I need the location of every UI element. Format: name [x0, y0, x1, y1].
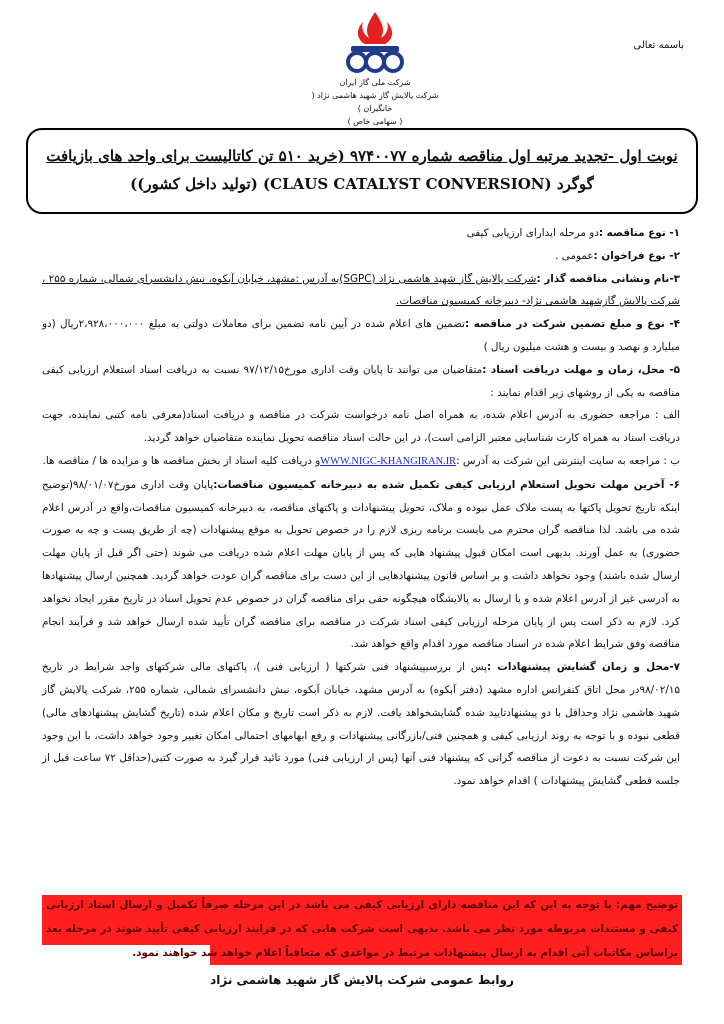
tender-title-box — [26, 128, 698, 214]
tender-body — [42, 222, 680, 793]
item-4 — [42, 313, 680, 359]
org-name-line1: شرکت ملی گاز ایران — [339, 78, 411, 87]
item-5b-prefix: ب : مراجعه به سایت اینترنتی این شرکت به آدرس : — [456, 454, 680, 467]
item-5 — [42, 359, 680, 405]
important-notice — [42, 893, 682, 969]
item-1-label: ۱- نوع مناقصه : — [598, 227, 680, 239]
item-7 — [42, 656, 680, 793]
item-4-label: ۴- نوع و مبلغ تضمین شرکت در مناقصه : — [465, 318, 680, 331]
item-3 — [42, 268, 680, 314]
item-3-label: ۳-نام ونشانی مناقصه گذار : — [536, 272, 680, 285]
item-5-label: ۵- محل، زمان و مهلت دریافت اسناد : — [482, 363, 680, 376]
tender-title-line1: نوبت اول -تجدید مرتبه اول مناقصه شماره ۹۷۴۰۰۷۷ (خرید ۵۱۰ تن کاتالیست برای واحد های بازیافت — [46, 147, 678, 165]
item-6-label: ۶- آخرین مهلت تحویل استعلام ارزیابی کیفی تکمیل شده به دبیرخانه کمیسیون مناقصات: — [213, 478, 680, 491]
org-name-line2: شرکت پالایش گاز شهید هاشمی نژاد ( خانگیران ) — [311, 91, 439, 113]
nigc-flame-logo — [343, 10, 407, 76]
tender-title-line2: گوگرد (CLAUS CATALYST CONVERSION) (تولید داخل کشور)) — [130, 175, 594, 193]
item-1-text: دو مرحله ایدارای ارزیابی کیفی — [466, 227, 599, 239]
item-2-text: عمومی . — [555, 249, 594, 262]
notice-text: توضیح مهم: با توجه به این که این مناقصه دارای ارزیابی کیفی می باشد در این مرحله صرفاً تکمیل و ارسال اسناد ارزیابی کیفی و مستندات مربوطه مورد نظر می باشد. بدیهی است شرکت هایی که در فرایند ارزیابی کیفی تأیید شوند در مرحله بعد براساس مکاتبات آتی اقدام به ارسال پیشنهادات مرتبط در مواعدی که متعاقباً اعلام خواهد شد خواهند نمود. — [46, 899, 678, 959]
item-6 — [42, 474, 680, 656]
item-2 — [42, 245, 680, 268]
salutation: باسمه تعالی — [633, 40, 684, 51]
public-relations-signature: روابط عمومی شرکت پالایش گاز شهید هاشمی نژاد — [210, 973, 514, 987]
org-name-line3: ( سهامی خاص ) — [347, 117, 403, 126]
item-5b-suffix: و دریافت کلیه اسناد از بخش مناقصه ها و مزایده ها / مناقصه ها. — [42, 454, 321, 467]
item-5-option-a: الف : مراجعه حضوری به آدرس اعلام شده، به همراه اصل نامه درخواست شرکت در مناقصه و دریافت اسناد(معرفی نامه کتبی نماینده، جهت دریافت اسناد به همراه کارت شناسایی معتبر الزامی است)، در این حالت اسناد مناقصه تحویل نماینده متقاضیان خواهد گردید. — [42, 409, 680, 445]
item-7-text: پس از بررسیپیشنهاد فنی شرکتها ( ارزیابی فنی )، پاکتهای مالی شرکتهای واجد شرایط در تاریخ ۹۸/۰۲/۱۵در محل اتاق کنفرانس اداره مشهد (دفتر آبکوه) به آدرس مشهد، خیابان آبکوه، نبش دانشسرای شمالی، شماره ۲۵۵، شرکت پالایش گاز شهید هاشمی نژاد وحداقل با دو پیشنهادتایید شده گشایشخواهد یافت. لازم به ذکر است تاریخ و مکان اعلام شده (تاریخ گشایش پیشنهادهای مالی) قطعی نبوده و با توجه به روند ارزیابی کیفی و همچنین فنی/بازرگانی پیشنهادات و رفع ابهامهای احتمالی امکان تغییر وجود خواهد داشت، با این وجود این شرکت نسبت به دعوت از مناقصه گرانی که پیشنهاد فنی آنها (پس از ارزیابی فنی) مورد تائید قرار گیرد به صورت کتبی(حداقل ۷۲ ساعت قبل از جلسه قطعی گشایش پیشنهادات ) اقدام خواهد نمود. — [42, 661, 681, 788]
item-4-text: تضمین های اعلام شده در آیین نامه تضمین برای معاملات دولتی به مبلغ ۲،۹۲۸،۰۰۰،۰۰۰ریال (دو میلیارد و نهصد و بیست و هشت میلیون ریال ) — [42, 318, 680, 353]
item-3-text: شرکت پالایش گاز شهید هاشمی نژاد (SGPC)به آدرس :مشهد، خیابان آبکوه، نبش دانشسرای شمالی، شماره ۲۵۵ ، شرکت پالایش گازشهید هاشمی نژاد- دبیرخانه کمیسیون مناقصات. — [42, 272, 680, 308]
company-website-link[interactable]: WWW.NIGC-KHANGIRAN.IR — [320, 455, 457, 467]
item-2-label: ۲- نوع فراخوان : — [593, 249, 680, 262]
item-6-text: پایان وقت اداری مورخ۹۸/۰۱/۰۷(توضیح اینکه تاریخ تحویل پاکتها به پست ملاک عمل نبوده و ملاک، تحویل پیشنهادات و پاکتهای مناقصه، به دبیرخانه کمیسیون مناقصات،واقع در آدرس اعلام شده می باشد. لذا مناقصه گران محترم می بایست برنامه ریزی لازم را در خصوص تحویل به موقع پیشنهادات (چه از طریق پست و چه به صورت حضوری) به عمل آورند. بدیهی است امکان قبول پیشنهاد هایی که پس از پایان مهلت اعلام شده دریافت می شوند (حتی اگر قبل از پایان مهلت ارسال شده باشند) وجود نخواهد داشت و بر اساس قانون پیشنهادهایی از این دست برای مناقصه گران عودت خواهد گردید. همچنین ارسال پیشنهادها به آدرسی غیر از آدرس اعلام شده و یا ارسال به پالایشگاه هیچگونه حقی برای مناقصه گران در خصوص عدم تحویل اسناد در تاریخ مقرر ایجاد نخواهد کرد. لازم به ذکر است پس از پایان مرحله ارزیابی کیفی اسناد شرکت در مناقصه برای مناقصه گران تأیید شده ارسال خواهد شد و فرآیند انجام مناقصه وفق شرایط اعلام شده در اسناد مناقصه مورد اقدام واقع خواهد شد. — [42, 478, 680, 651]
item-7-label: ۷-محل و زمان گشایش پیشنهادات : — [487, 661, 680, 674]
item-5-text: متقاضیان می توانند تا پایان وقت اداری مورخ۹۷/۱۲/۱۵ نسبت به دریافت اسناد استعلام ارزیابی کیفی مناقصه به یکی از روشهای زیر اقدام نمایند : — [42, 363, 680, 399]
item-5-option-b — [42, 450, 680, 474]
company-header — [300, 10, 450, 128]
item-1 — [42, 222, 680, 245]
